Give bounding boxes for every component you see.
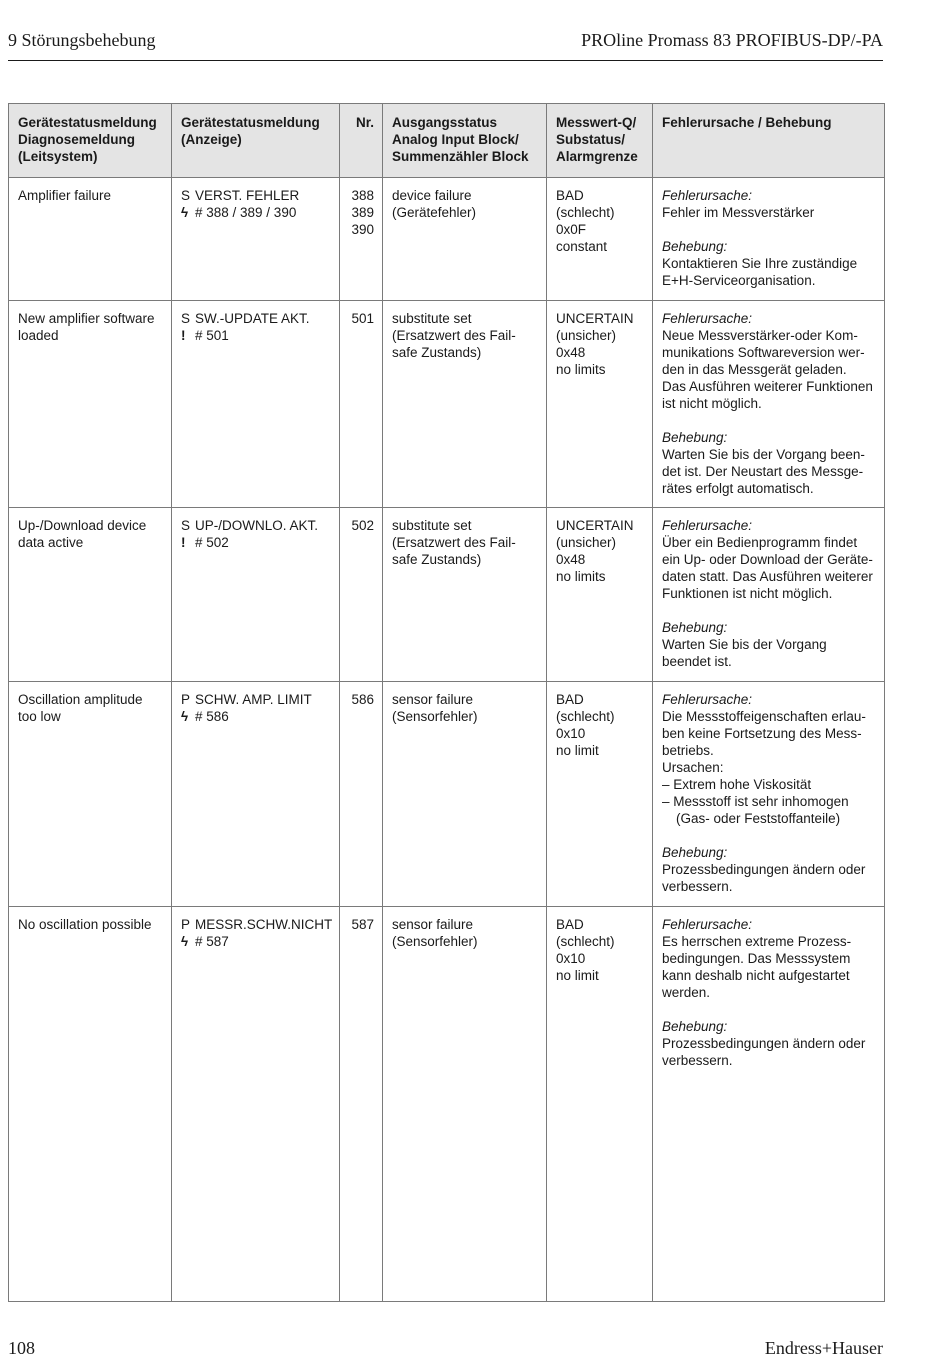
text-line: (schlecht) (556, 205, 615, 220)
warning-icon: ! (181, 328, 186, 343)
text-line: (unsicher) (556, 535, 617, 550)
text-line: Analog Input Block/ (392, 132, 519, 147)
display-message (181, 517, 330, 534)
cause-text (662, 204, 875, 221)
text-line: safe Zustands) (392, 345, 482, 360)
display-message (181, 691, 330, 708)
text-line: werden. (662, 985, 711, 1000)
table-row (9, 301, 885, 508)
spacer (662, 827, 875, 844)
text-line: Funktionen ist nicht möglich. (662, 586, 833, 601)
text-line: Messwert-Q/ (556, 115, 637, 130)
cell-display (172, 178, 340, 301)
text-line: ben keine Fortsetzung des Mess- (662, 726, 862, 741)
text-line: 389 (351, 205, 374, 220)
remedy-label: Behebung: (662, 239, 728, 254)
text-line: substitute set (392, 311, 472, 326)
text-line: safe Zustands) (392, 552, 482, 567)
cell-display (172, 682, 340, 907)
text-line: ein Up- oder Download der Geräte- (662, 552, 873, 567)
text-line: No oscillation possible (18, 917, 152, 932)
cell-output-status (383, 907, 547, 1302)
table-row (9, 682, 885, 907)
cell-diagnosis (9, 301, 172, 508)
column-header-cause-remedy (653, 104, 885, 178)
message-category: P (181, 692, 191, 707)
cause-text (662, 534, 875, 602)
fault-icon: ϟ (181, 205, 189, 220)
bullet-item-continued: (Gas- oder Feststoffanteile) (676, 811, 841, 826)
table-row (9, 907, 885, 1302)
text-line: (schlecht) (556, 709, 615, 724)
message-category: S (181, 188, 191, 203)
text-line: BAD (556, 188, 584, 203)
message-text: SCHW. AMP. LIMIT (195, 692, 312, 707)
chapter-title: 9 Störungsbehebung (8, 30, 156, 50)
text-line: (Sensorfehler) (392, 934, 478, 949)
text-line: sensor failure (392, 917, 474, 932)
cause-label: Fehlerursache: (662, 311, 753, 326)
text-line: no limits (556, 362, 606, 377)
text-line: (Leitsystem) (18, 149, 98, 164)
text-line: 0x48 (556, 552, 586, 567)
text-line: Up-/Download device (18, 518, 147, 533)
brand-logo: Endress+Hauser (764, 1338, 883, 1358)
cell-diagnosis (9, 178, 172, 301)
bullet-item: – Messstoff ist sehr inhomogen (662, 794, 849, 809)
text-line: data active (18, 535, 84, 550)
cell-cause-remedy (653, 682, 885, 907)
text-line: kann deshalb nicht aufgestartet (662, 968, 850, 983)
text-line: betriebs. (662, 743, 714, 758)
cell-quality (547, 508, 653, 682)
message-category: S (181, 518, 191, 533)
text-line: Die Messstoffeigenschaften erlau- (662, 709, 866, 724)
text-line: 0x10 (556, 951, 586, 966)
cause-label: Fehlerursache: (662, 188, 753, 203)
text-line: too low (18, 709, 61, 724)
text-line: 501 (351, 311, 374, 326)
remedy-text (662, 861, 875, 895)
cell-quality (547, 301, 653, 508)
remedy-text (662, 446, 875, 497)
product-title: PROline Promass 83 PROFIBUS-DP/-PA (581, 30, 883, 50)
text-line: 587 (351, 917, 374, 932)
text-line: Kontaktieren Sie Ihre zuständige (662, 256, 858, 271)
column-header-output-status (383, 104, 547, 178)
cell-cause-remedy (653, 508, 885, 682)
text-line: Gerätestatusmeldung (18, 115, 157, 130)
text-line: constant (556, 239, 608, 254)
text-line: 0x10 (556, 726, 586, 741)
text-line: UNCERTAIN (556, 518, 634, 533)
cell-cause-remedy (653, 178, 885, 301)
display-message (181, 310, 330, 327)
text-line: sensor failure (392, 692, 474, 707)
table-header-row (9, 104, 885, 178)
text-line: Alarmgrenze (556, 149, 638, 164)
cell-diagnosis (9, 682, 172, 907)
text-line: Warten Sie bis der Vorgang been- (662, 447, 865, 462)
message-text: MESSR.SCHW.NICHT (195, 917, 333, 932)
text-line: Neue Messverstärker-oder Kom- (662, 328, 858, 343)
message-number: # 587 (195, 934, 229, 949)
text-line: no limits (556, 569, 606, 584)
display-message-number (181, 327, 330, 344)
display-message-number (181, 204, 330, 221)
text-line: verbessern. (662, 1053, 733, 1068)
text-line: Prozessbedingungen ändern oder (662, 1036, 866, 1051)
cell-diagnosis (9, 907, 172, 1302)
cell-number (340, 508, 383, 682)
cell-number (340, 301, 383, 508)
text-line: New amplifier software (18, 311, 155, 326)
table-row (9, 508, 885, 682)
cause-label: Fehlerursache: (662, 518, 753, 533)
text-line: Prozessbedingungen ändern oder (662, 862, 866, 877)
fault-icon: ϟ (181, 934, 189, 949)
cell-number (340, 682, 383, 907)
text-line: Substatus/ (556, 132, 626, 147)
display-message-number (181, 708, 330, 725)
display-message-number (181, 534, 330, 551)
page-number: 108 (8, 1338, 35, 1358)
cause-text (662, 933, 875, 1001)
status-message-table (8, 103, 885, 1302)
display-message-number (181, 933, 330, 950)
text-line: no limit (556, 743, 599, 758)
spacer (662, 221, 875, 238)
text-line: Oscillation amplitude (18, 692, 143, 707)
text-line: den in das Messgerät geladen. (662, 362, 847, 377)
text-line: 390 (351, 222, 374, 237)
cell-quality (547, 178, 653, 301)
text-line: Das Ausführen weiterer Funktionen (662, 379, 873, 394)
cell-output-status (383, 301, 547, 508)
cell-display (172, 907, 340, 1302)
remedy-label: Behebung: (662, 430, 728, 445)
text-line: beendet ist. (662, 654, 732, 669)
warning-icon: ! (181, 535, 186, 550)
remedy-label: Behebung: (662, 845, 728, 860)
message-text: UP-/DOWNLO. AKT. (195, 518, 319, 533)
cell-cause-remedy (653, 907, 885, 1302)
text-line: BAD (556, 692, 584, 707)
text-line: 0x48 (556, 345, 586, 360)
column-header-quality (547, 104, 653, 178)
remedy-text (662, 1035, 875, 1069)
text-line: (Anzeige) (181, 132, 242, 147)
text-line: Über ein Bedienprogramm findet (662, 535, 858, 550)
spacer (662, 412, 875, 429)
display-message (181, 916, 333, 933)
cell-output-status (383, 508, 547, 682)
cell-number (340, 178, 383, 301)
text-line: Ausgangsstatus (392, 115, 498, 130)
text-line: (Ersatzwert des Fail- (392, 535, 516, 550)
cell-output-status (383, 178, 547, 301)
text-line: loaded (18, 328, 59, 343)
remedy-text (662, 255, 875, 289)
text-line: E+H-Serviceorganisation. (662, 273, 816, 288)
remedy-text (662, 636, 875, 670)
message-number: # 501 (195, 328, 229, 343)
spacer (662, 1001, 875, 1018)
text-line: Gerätestatusmeldung (181, 115, 320, 130)
text-line: device failure (392, 188, 472, 203)
cause-text (662, 327, 875, 412)
message-number: # 502 (195, 535, 229, 550)
message-category: P (181, 917, 191, 932)
text-line: Nr. (355, 115, 374, 130)
cell-quality (547, 682, 653, 907)
text-line: 388 (351, 188, 374, 203)
text-line: UNCERTAIN (556, 311, 634, 326)
bullet-item: – Extrem hohe Viskosität (662, 777, 812, 792)
message-text: VERST. FEHLER (195, 188, 300, 203)
column-header-diagnosis (9, 104, 172, 178)
remedy-label: Behebung: (662, 620, 728, 635)
cell-diagnosis (9, 508, 172, 682)
text-line: substitute set (392, 518, 472, 533)
text-line: Amplifier failure (18, 188, 112, 203)
text-line: daten statt. Das Ausführen weiterer (662, 569, 873, 584)
text-line: 0x0F (556, 222, 587, 237)
cell-quality (547, 907, 653, 1302)
text-line: (Gerätefehler) (392, 205, 477, 220)
message-number: # 388 / 389 / 390 (195, 205, 297, 220)
text-line: Fehler im Messverstärker (662, 205, 815, 220)
spacer (662, 602, 875, 619)
remedy-label: Behebung: (662, 1019, 728, 1034)
cause-label: Fehlerursache: (662, 917, 753, 932)
text-line: no limit (556, 968, 599, 983)
cause-text (662, 708, 875, 759)
display-message (181, 187, 330, 204)
message-category: S (181, 311, 191, 326)
text-line: Summenzähler Block (392, 149, 529, 164)
cell-output-status (383, 682, 547, 907)
text-line: Es herrschen extreme Prozess- (662, 934, 852, 949)
cell-number (340, 907, 383, 1302)
message-text: SW.-UPDATE AKT. (195, 311, 310, 326)
header-rule (8, 60, 883, 61)
table-row (9, 178, 885, 301)
text-line: ist nicht möglich. (662, 396, 762, 411)
text-line: (unsicher) (556, 328, 617, 343)
text-line: Diagnosemeldung (18, 132, 136, 147)
text-line: (Ersatzwert des Fail- (392, 328, 516, 343)
text-line: BAD (556, 917, 584, 932)
cell-display (172, 508, 340, 682)
text-line: verbessern. (662, 879, 733, 894)
text-line: Warten Sie bis der Vorgang (662, 637, 827, 652)
text-line: 586 (351, 692, 374, 707)
text-line: (Sensorfehler) (392, 709, 478, 724)
column-header-number (340, 104, 383, 178)
fault-icon: ϟ (181, 709, 189, 724)
text-line: Fehlerursache / Behebung (662, 115, 832, 130)
cell-cause-remedy (653, 301, 885, 508)
cell-display (172, 301, 340, 508)
text-line: det ist. Der Neustart des Messge- (662, 464, 864, 479)
text-line: munikations Softwareversion wer- (662, 345, 865, 360)
causes-label: Ursachen: (662, 760, 724, 775)
message-number: # 586 (195, 709, 229, 724)
text-line: bedingungen. Das Messsystem (662, 951, 851, 966)
text-line: 502 (351, 518, 374, 533)
text-line: (schlecht) (556, 934, 615, 949)
cause-label: Fehlerursache: (662, 692, 753, 707)
column-header-display (172, 104, 340, 178)
text-line: rätes erfolgt automatisch. (662, 481, 814, 496)
